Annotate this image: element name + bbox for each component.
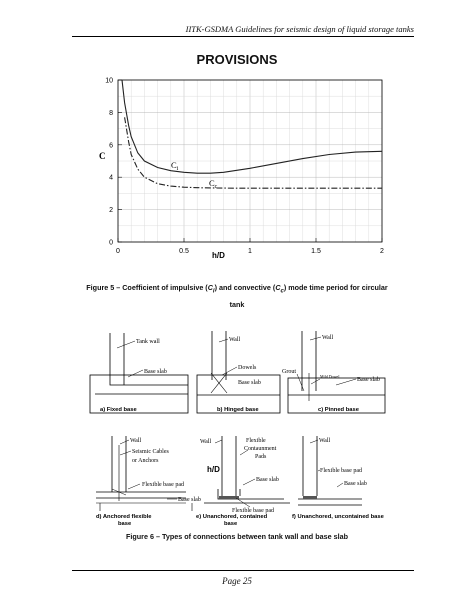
panel-unanchored-contained-base	[196, 436, 290, 527]
panel-e-label-containment: Contaunment	[244, 446, 277, 452]
series-line-ci	[122, 80, 382, 173]
panel-unanchored-uncontained-base	[292, 436, 385, 520]
panel-a-label-tank-wall: Tank wall	[136, 339, 160, 345]
running-header: IITK-GSDMA Guidelines for seismic design of liquid storage tanks	[185, 24, 414, 34]
panel-hinged-base	[197, 331, 280, 413]
panel-c-label-mild-dowel: Mild Dowel	[320, 374, 340, 379]
panel-anchored-flexible-base	[96, 436, 201, 527]
y-tick-label: 0	[109, 239, 113, 247]
panel-e-caption-line2: base	[224, 521, 238, 527]
y-tick-label: 6	[109, 142, 113, 150]
panel-b-label-base-slab: Base slab	[238, 380, 261, 386]
panel-e-label-pads: Pads	[255, 454, 267, 460]
y-tick-label: 4	[109, 174, 113, 182]
panel-e-label-flexible-base-pad: Flexible base pad	[232, 508, 274, 514]
panel-c-label-wall: Wall	[322, 335, 334, 341]
panel-d-label-base-slab: Base slab	[178, 497, 201, 503]
ci-series-label: $C_i$	[171, 160, 179, 172]
panel-f-label-wall: Wall	[319, 438, 331, 444]
diagram-hd-label: h/D	[207, 465, 220, 474]
panel-d-label-or-anchors: or Anchors	[132, 458, 159, 464]
panel-f-label-flexible-base-pad: Flexible base pad	[320, 468, 362, 474]
panel-d-label-flexible-base-pad: Flexible base pad	[142, 482, 184, 488]
panel-e-label-wall: Wall	[200, 439, 212, 445]
x-axis-label: h/D	[212, 251, 225, 260]
panel-f-label-base-slab: Base slab	[344, 481, 367, 487]
footer-rule	[72, 570, 414, 571]
panel-c-caption: c) Pinned base	[318, 407, 359, 413]
page-number: Page 25	[222, 576, 252, 586]
panel-e-label-base-slab: Base slab	[256, 477, 279, 483]
panel-d-caption-line1: d) Anchored flexible	[96, 514, 152, 520]
x-tick-label: 1.5	[311, 248, 321, 255]
figure5-caption: Figure 5 – Coefficient of impulsive $(C_i)$ and convective $(C_c)$ mode time period for circular tank	[86, 283, 388, 310]
panel-fixed-base	[90, 333, 188, 413]
y-tick-label: 2	[109, 207, 113, 215]
y-tick-label: 8	[109, 109, 113, 117]
panel-b-label-wall: Wall	[229, 337, 241, 343]
panel-e-caption-line1: e) Unanchored, contained	[196, 514, 268, 520]
connection-types-diagram	[0, 315, 474, 545]
panel-b-label-dowels: Dowels	[238, 365, 257, 371]
x-tick-label: 2	[380, 248, 384, 255]
x-tick-label: 1	[248, 248, 252, 255]
cc-series-label: $C_c$	[209, 178, 218, 190]
panel-c-label-base-slab: Base slab	[357, 377, 380, 383]
panel-a-caption: a) Fixed base	[100, 407, 137, 413]
panel-e-label-flexible: Flexible	[246, 438, 266, 444]
x-tick-label: 0	[116, 248, 120, 255]
y-tick-label: 10	[105, 77, 113, 85]
chart-grid	[118, 80, 382, 242]
panel-d-caption-line2: base	[118, 521, 132, 527]
figure6-caption: Figure 6 – Types of connections between tank wall and base slab	[126, 532, 348, 541]
panel-c-label-grout: Grout	[282, 369, 296, 375]
impulsive-convective-chart	[0, 70, 474, 270]
panel-f-caption: f) Unanchored, uncontained base	[292, 514, 384, 520]
panel-a-label-base-slab: Base slab	[144, 369, 167, 375]
panel-b-caption: b) Hinged base	[217, 407, 259, 413]
panel-d-label-seismic-cables: Seismic Cables	[132, 449, 169, 455]
section-title: PROVISIONS	[196, 52, 278, 67]
panel-d-label-wall: Wall	[130, 438, 142, 444]
panel-pinned-base	[282, 331, 385, 413]
y-axis-label: C	[99, 151, 106, 161]
x-tick-label: 0.5	[179, 248, 189, 255]
header-rule	[72, 36, 414, 37]
